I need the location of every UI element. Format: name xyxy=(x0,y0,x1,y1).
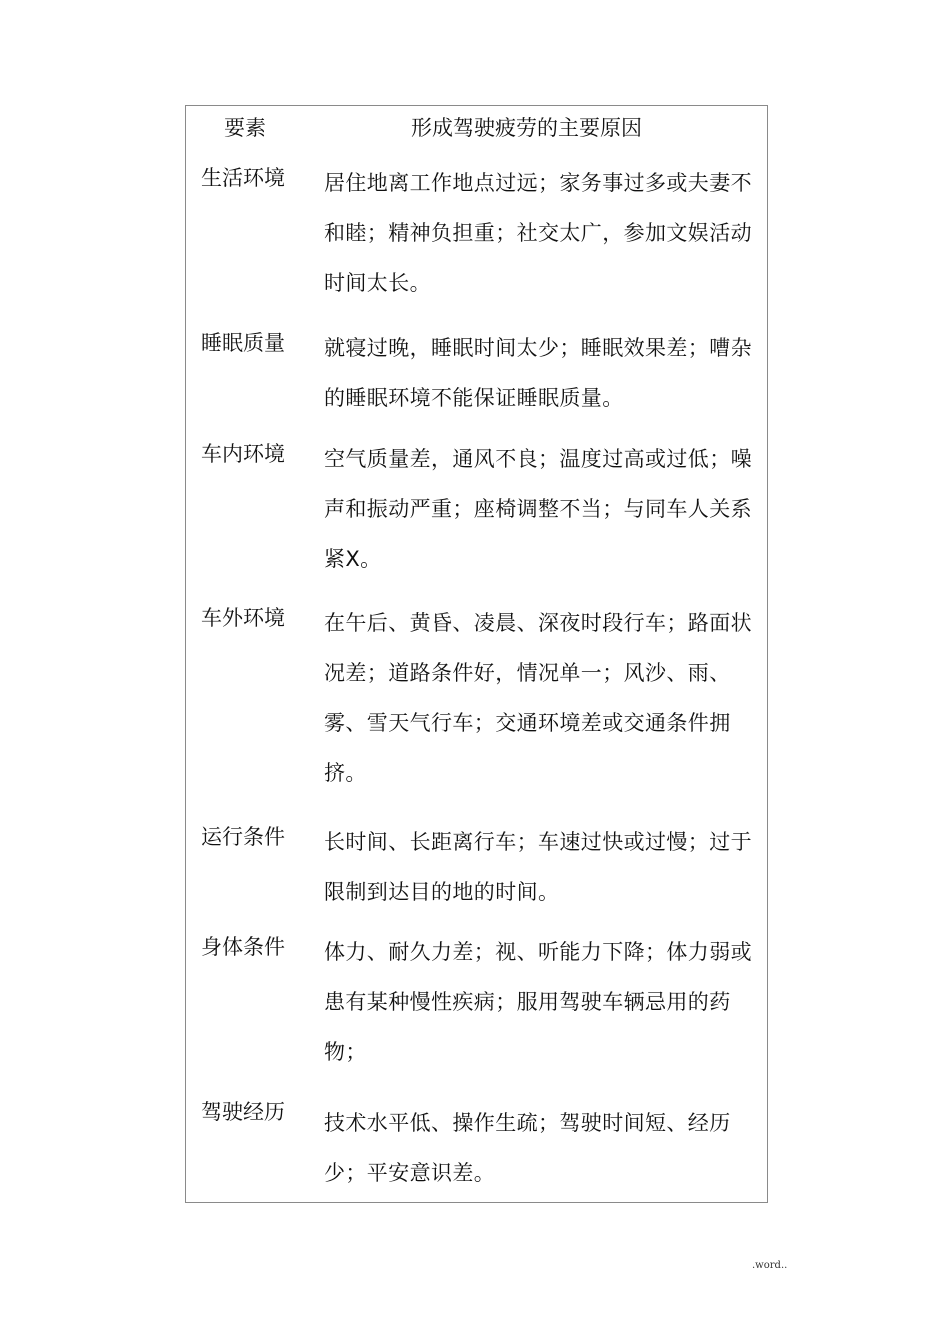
row-factor: 睡眠质量 xyxy=(201,331,285,355)
row-factor: 驾驶经历 xyxy=(201,1100,285,1124)
header-factor: 要素 xyxy=(224,116,266,140)
row-factor: 车内环境 xyxy=(201,442,285,466)
row-cause: 长时间、长距离行车；车速过快或过慢；过于限制到达目的地的时间。 xyxy=(324,830,752,904)
row-factor: 生活环境 xyxy=(201,166,285,190)
header-cause: 形成驾驶疲劳的主要原因 xyxy=(411,116,642,140)
row-factor: 车外环境 xyxy=(201,606,285,630)
row-cause: 就寝过晚，睡眠时间太少；睡眠效果差；嘈杂的睡眠环境不能保证睡眠质量。 xyxy=(324,336,752,410)
row-cause: 体力、耐久力差；视、听能力下降；体力弱或患有某种慢性疾病；服用驾驶车辆忌用的药物； xyxy=(324,940,752,1064)
row-factor: 运行条件 xyxy=(201,825,285,849)
row-factor: 身体条件 xyxy=(201,935,285,959)
page-footer: .word.. xyxy=(752,1260,788,1271)
row-cause: 技术水平低、操作生疏；驾驶时间短、经历少；平安意识差。 xyxy=(324,1111,731,1185)
row-cause: 在午后、黄昏、凌晨、深夜时段行车；路面状况差；道路条件好，情况单一；风沙、雨、雾、雪天气行车；交通环境差或交通条件拥挤。 xyxy=(324,611,752,785)
fatigue-causes-table xyxy=(185,105,768,1203)
row-cause: 居住地离工作地点过远；家务事过多或夫妻不和睦；精神负担重；社交太广，参加文娱活动时间太长。 xyxy=(324,171,752,295)
row-cause: 空气质量差，通风不良；温度过高或过低；噪声和振动严重；座椅调整不当；与同车人关系紧X。 xyxy=(324,447,752,571)
